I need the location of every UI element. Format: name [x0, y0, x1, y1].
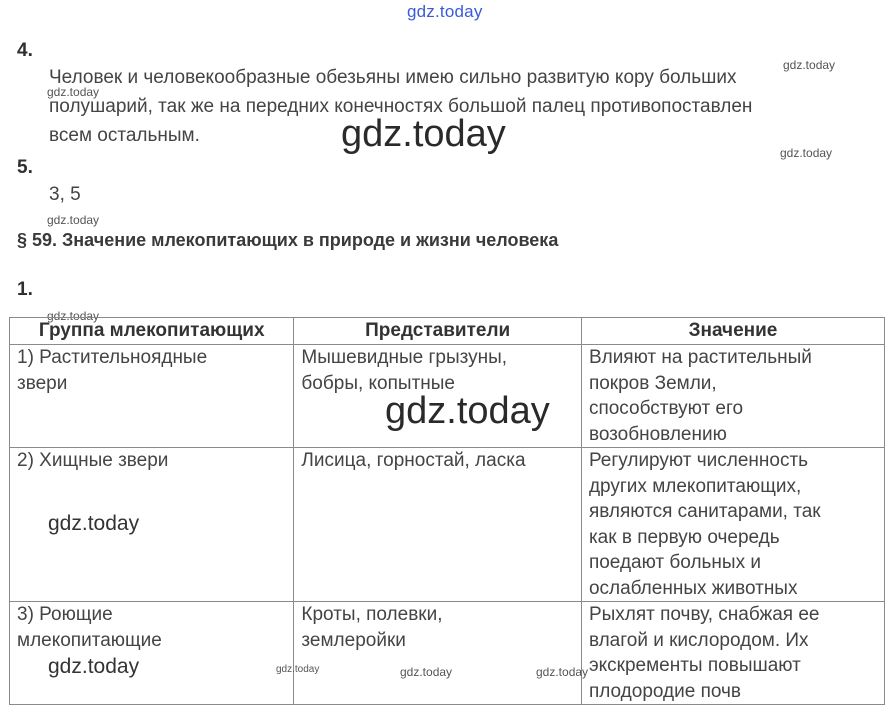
watermark-small: gdz.today — [47, 213, 100, 227]
cell-line: экскременты повышают — [588, 655, 801, 676]
cell-line: Влияют на растительный — [588, 347, 812, 368]
cell-line: Кроты, полевки, — [301, 604, 443, 625]
table-cell-meaning — [581, 345, 884, 448]
cell-line: плодородие почв — [588, 680, 742, 702]
watermark-top: gdz.today — [407, 2, 483, 21]
watermark-tiny: gdz.today — [276, 664, 320, 675]
table-header-row — [10, 318, 885, 345]
watermark-large: gdz.today — [385, 390, 550, 432]
question-1-number: 1. — [17, 279, 33, 300]
table-cell-meaning — [581, 602, 884, 705]
question-5-number: 5. — [17, 157, 33, 178]
watermark-small: gdz.today — [47, 309, 100, 323]
section-heading: § 59. Значение млекопитающих в природе и жизни человека — [17, 230, 559, 250]
table-cell-meaning — [581, 448, 884, 602]
table-row — [10, 448, 885, 602]
table-header-meaning: Значение — [581, 318, 884, 345]
cell-line: Лисица, горностай, ласка — [301, 450, 526, 471]
cell-line: поедают больных и — [588, 552, 761, 573]
cell-line: способствуют его — [588, 398, 744, 419]
cell-line: млекопитающие — [17, 629, 162, 651]
table-header-representatives: Представители — [294, 318, 582, 345]
watermark-large: gdz.today — [341, 113, 506, 155]
cell-line: Регулируют численность — [588, 450, 809, 471]
cell-line: 2) Хищные звери — [17, 450, 169, 471]
table-row — [10, 602, 885, 705]
watermark-small: gdz.today — [783, 58, 836, 72]
cell-line: ослабленных животных — [588, 577, 798, 599]
table-cell-group — [10, 345, 294, 448]
question-5-answer: 3, 5 — [49, 184, 81, 205]
cell-line: являются санитарами, так — [588, 501, 821, 522]
watermark-small: gdz.today — [536, 665, 589, 679]
watermark-medium: gdz.today — [48, 655, 140, 678]
cell-line: как в первую очередь — [588, 526, 780, 548]
watermark-small: gdz.today — [400, 665, 453, 679]
cell-line: возобновлению — [588, 423, 727, 445]
mammals-table — [9, 317, 885, 705]
watermark-small: gdz.today — [780, 146, 833, 160]
cell-line: Рыхлят почву, снабжая ее — [588, 604, 820, 625]
cell-line: влагой и кислородом. Их — [588, 629, 809, 651]
question-4-line-3: всем остальным. — [49, 125, 200, 146]
cell-line: 1) Растительноядные — [17, 347, 208, 368]
cell-line: землеройки — [301, 629, 406, 651]
question-4-line-1: Человек и человекообразные обезьяны имею сильно развитую кору больших — [49, 67, 737, 88]
cell-line: Мышевидные грызуны, — [301, 347, 508, 368]
question-4-line-2: полушарий, так же на передних конечностях большой палец противопоставлен — [49, 96, 753, 117]
cell-line: 3) Роющие — [17, 604, 113, 625]
table-cell-representatives — [294, 602, 582, 705]
watermark-medium: gdz.today — [48, 512, 140, 535]
table-header-group: Группа млекопитающих — [10, 318, 294, 345]
watermark-small: gdz.today — [47, 85, 100, 99]
question-4-number: 4. — [17, 40, 33, 61]
cell-line: покров Земли, — [588, 372, 717, 394]
cell-line: звери — [17, 372, 68, 394]
cell-line: других млекопитающих, — [588, 475, 802, 497]
cell-line: бобры, копытные — [301, 372, 455, 394]
table-cell-group — [10, 602, 294, 705]
table-cell-representatives — [294, 448, 582, 602]
